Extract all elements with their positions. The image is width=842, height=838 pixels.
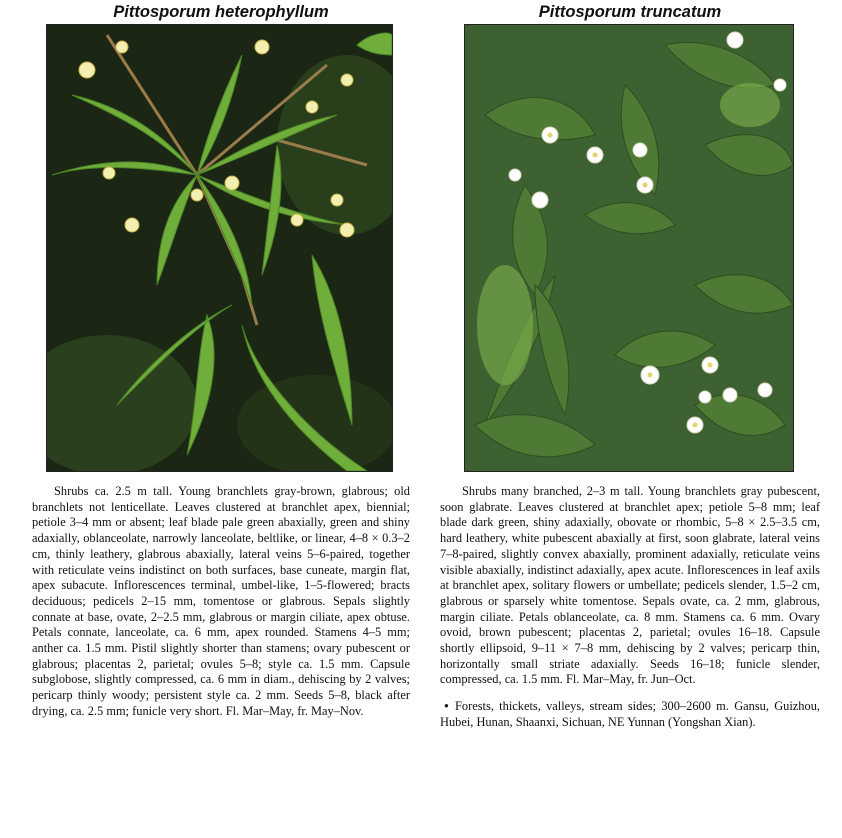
species-photo — [46, 24, 393, 472]
leafy-shrub-with-white-flowers-icon — [465, 25, 793, 471]
species-title: Pittosporum truncatum — [538, 3, 722, 21]
species-column-right — [440, 0, 820, 731]
distribution-text: Forests, thickets, valleys, stream sides; 300–2600 m. Gansu, Guizhou, Hubei, Hunan, Shaanxi, Sichuan, NE Yunnan (Yongshan Xian). — [440, 699, 820, 729]
bullet-icon: ● — [444, 701, 452, 711]
species-description: Shrubs many branched, 2–3 m tall. Young branchlets gray pubescent, soon glabrate. Leaves clustered at branchlet apex; petiole 5–8 mm; leaf blade dark green, shiny adaxially, obovate or rhombic, 5–8 × 2.5–3.5 cm, hard leathery, white pubescent abaxially at first, soon glabrate, lateral veins 7–8-paired, slightly convex abaxially, prominent adaxially, reticulate veins visible abaxially, indistinct adaxially, apex acute. Inflorescences in leaf axils at branchlet apex, solitary flowers or umbellate; pedicels slender, 1.5–2 cm, glabrous or sparsely white tomentose. Sepals ovate, ca. 2 mm, glabrous, margin ciliate. Petals oblanceolate, ca. 8 mm. Stamens ca. 6 mm. Ovary ovoid, brown pubescent; placentas 2, parietal; ovules 16–18. Capsule shortly ellipsoid, 9–11 × 7–8 mm, dehiscing by 2 valves; pericarp thin, horizontally small striate adaxially. Seeds 16–18; funicle slender, compressed, ca. 1.5 mm. Fl. Mar–May, fr. Jun–Oct. — [440, 484, 820, 687]
species-column-left — [32, 0, 410, 720]
species-description: Shrubs ca. 2.5 m tall. Young branchlets gray-brown, glabrous; old branchlets not lenticellate. Leaves clustered at branchlet apex, biennial; petiole 3–4 mm or absent; leaf blade pale green abaxially, green and shiny adaxially, oblanceolate, narrowly lanceolate, beltlike, or linear, 4–8 × 0.3–2 cm, thinly leathery, glabrous abaxially, lateral veins 5–6-paired, together with reticulate veins indistinct on both surfaces, base cuneate, margin flat, apex subacute. Inflorescences terminal, umbel-like, 1–5-flowered; bracts deciduous; pedicels 2–15 mm, tomentose or glabrous. Sepals slightly connate at base, ovate, 2–2.5 mm, glabrous or margin ciliate, apex obtuse. Petals connate, lanceolate, ca. 6 mm, apex rounded. Stamens 4–5 mm; anther ca. 1.5 mm. Pistil slightly shorter than stamens; ovary pubescent or glabrous; placentas 2, parietal; ovules 5–8; style ca. 1.5 mm. Capsule subglobose, slightly compressed, ca. 6 mm in diam., dehiscing by 2 valves; pericarp thinly woody; persistent style ca. 2 mm. Seeds 5–8, black after drying, ca. 2.5 mm; funicle very short. Fl. Mar–May, fr. May–Nov. — [32, 484, 410, 718]
species-photo — [464, 24, 794, 472]
leafy-branch-with-yellow-flowers-icon — [47, 25, 392, 471]
distribution-note — [440, 698, 820, 730]
species-title: Pittosporum heterophyllum — [113, 3, 329, 21]
